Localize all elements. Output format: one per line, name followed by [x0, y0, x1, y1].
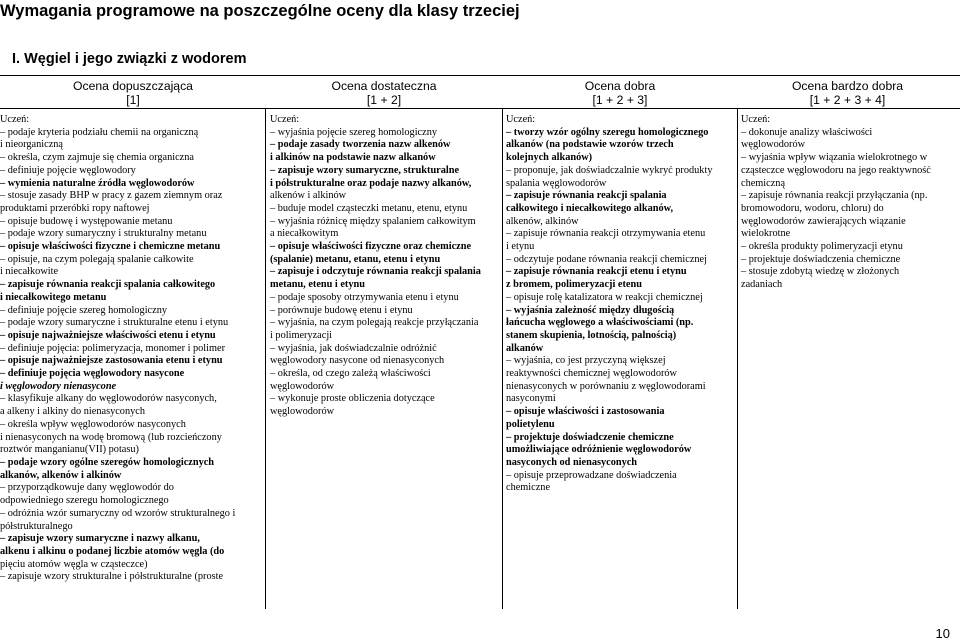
requirement-line: – wyjaśnia różnicę między spalaniem całkowitym: [270, 216, 500, 229]
column-body-dopuszczajaca: [0, 114, 264, 584]
requirement-line: – odróżnia wzór sumaryczny od wzorów strukturalnego i: [0, 508, 264, 521]
requirement-line: polietylenu: [506, 418, 555, 430]
requirement-line: pięciu atomów węgla w cząsteczce): [0, 558, 148, 570]
requirement-line: reaktywności chemicznej węglowodorów: [506, 368, 677, 380]
requirement-line: – wymienia naturalne źródła węglowodorów: [0, 178, 264, 191]
column-intro-label: Uczeń:: [270, 114, 300, 125]
requirement-line: – podaje wzory ogólne szeregów homologicznych: [0, 457, 264, 470]
requirement-line: – przyporządkowuje dany węglowodór do: [0, 482, 264, 495]
column-divider: [737, 108, 738, 609]
requirement-line: – określa produkty polimeryzacji etynu: [741, 241, 959, 254]
page-title: Wymagania programowe na poszczególne oceny dla klasy trzeciej: [0, 2, 520, 20]
requirement-line: węglowodorów: [270, 380, 335, 392]
requirement-line: – podaje kryteria podziału chemii na organiczną: [0, 127, 264, 140]
requirement-line: i niecałkowitego metanu: [0, 291, 107, 303]
column-divider: [502, 108, 503, 609]
requirement-line: umożliwiające odróżnienie węglowodorów: [506, 444, 692, 456]
requirement-line: – określa wpływ węglowodorów nasyconych: [0, 419, 264, 432]
requirement-line: – definiuje pojęcie szereg homologiczny: [0, 305, 264, 318]
requirement-line: – definiuje pojęcie węglowodory: [0, 165, 264, 178]
column-header-title: Ocena dostateczna: [331, 79, 437, 93]
requirement-line: nasyconymi: [506, 393, 556, 405]
requirement-line: – wyjaśnia, jak doświadczalnie odróżnić: [270, 343, 500, 356]
requirement-line: – wyjaśnia pojęcie szereg homologiczny: [270, 127, 500, 140]
requirement-line: i polimeryzacji: [270, 329, 333, 341]
requirement-line: całkowitego i niecałkowitego alkanów,: [506, 202, 674, 214]
column-body-dostateczna: [270, 114, 500, 419]
requirement-line: – stosuje zasady BHP w pracy z gazem ziemnym oraz: [0, 190, 264, 203]
header-separator-rule: [0, 108, 960, 109]
requirement-line: kolejnych alkanów): [506, 152, 593, 164]
requirement-line: chemiczną: [741, 177, 786, 189]
requirement-line: – zapisuje równania reakcji otrzymywania etenu: [506, 228, 736, 241]
requirement-line: – projektuje doświadczenia chemiczne: [741, 254, 959, 267]
requirement-line: i nienasyconych na wodę bromową (lub rozcieńczony: [0, 431, 222, 443]
requirement-line: – tworzy wzór ogólny szeregu homologicznego: [506, 127, 736, 140]
requirement-line: alkanów, alkenów i alkinów: [0, 469, 122, 481]
requirement-line: – opisuje właściwości i zastosowania: [506, 406, 736, 419]
requirement-line: – odczytuje podane równania reakcji chemicznej: [506, 254, 736, 267]
requirement-line: alkenów, alkinów: [506, 215, 579, 227]
column-header-grades: [1 + 2 + 3 + 4]: [809, 93, 886, 107]
requirement-line: zadaniach: [741, 279, 783, 291]
column-intro-label: Uczeń:: [0, 114, 30, 125]
column-header-grades: [1]: [126, 93, 140, 107]
requirement-line: i niecałkowite: [0, 266, 59, 278]
requirement-line: – wyjaśnia zależność między długością: [506, 305, 736, 318]
requirement-line: stanem skupienia, lotnością, palnością): [506, 329, 677, 341]
requirement-line: wielokrotne: [741, 228, 791, 240]
requirement-line: z bromem, polimeryzacji etenu: [506, 279, 642, 291]
requirement-line: półstrukturalnego: [0, 520, 73, 532]
requirement-line: a niecałkowitym: [270, 228, 339, 240]
requirement-line: cząsteczce węglowodoru na jego reaktywność: [741, 164, 931, 176]
requirement-line: i węglowodory nienasycone: [0, 380, 117, 392]
requirement-line: produktami przeróbki ropy naftowej: [0, 202, 150, 214]
requirement-line: (spalanie) metanu, etanu, etenu i etynu: [270, 253, 441, 265]
requirement-line: – wyjaśnia, co jest przyczyną większej: [506, 355, 736, 368]
requirement-line: i nieorganiczną: [0, 139, 63, 151]
requirement-line: – opisuje właściwości fizyczne i chemiczne metanu: [0, 241, 264, 254]
requirement-line: – zapisuje i odczytuje równania reakcji spalania: [270, 266, 500, 279]
requirement-line: – klasyfikuje alkany do węglowodorów nasyconych,: [0, 393, 264, 406]
requirement-line: – podaje wzory sumaryczny i strukturalny metanu: [0, 228, 264, 241]
requirement-line: – podaje sposoby otrzymywania etenu i etynu: [270, 292, 500, 305]
requirement-line: – opisuje budowę i występowanie metanu: [0, 216, 264, 229]
requirement-line: – zapisuje wzory strukturalne i półstrukturalne (proste: [0, 571, 264, 584]
requirement-line: – stosuje zdobytą wiedzę w złożonych: [741, 266, 959, 279]
requirement-line: węglowodory nasycone od nienasyconych: [270, 355, 445, 367]
column-header-dobra: [500, 79, 740, 107]
requirement-line: – zapisuje równania reakcji spalania całkowitego: [0, 279, 264, 292]
requirement-line: – dokonuje analizy właściwości: [741, 127, 959, 140]
requirement-line: i półstrukturalne oraz podaje nazwy alkanów,: [270, 177, 472, 189]
requirement-line: – projektuje doświadczenie chemiczne: [506, 432, 736, 445]
requirement-line: spalania węglowodorów: [506, 177, 607, 189]
requirement-line: nasyconych od nienasyconych: [506, 456, 638, 468]
requirement-line: – zapisuje wzory sumaryczne, strukturalne: [270, 165, 500, 178]
requirement-line: – zapisuje równania reakcji spalania: [506, 190, 736, 203]
requirement-line: metanu, etenu i etynu: [270, 279, 365, 291]
column-header-dostateczna: [265, 79, 503, 107]
column-header-grades: [1 + 2]: [366, 93, 402, 107]
requirement-line: łańcucha węglowego a właściwościami (np.: [506, 317, 694, 329]
requirement-line: – wyjaśnia wpływ wiązania wielokrotnego w: [741, 152, 959, 165]
requirement-line: węglowodorów zawierających wiązanie: [741, 215, 906, 227]
requirement-line: – porównuje budowę etenu i etynu: [270, 305, 500, 318]
requirement-line: chemiczne: [506, 482, 551, 494]
section-heading: I. Węgiel i jego związki z wodorem: [12, 51, 247, 67]
requirement-line: – określa, od czego zależą właściwości: [270, 368, 500, 381]
column-body-bardzo-dobra: [741, 114, 959, 292]
requirement-line: – proponuje, jak doświadczalnie wykryć produkty: [506, 165, 736, 178]
requirement-line: alkanów (na podstawie wzorów trzech: [506, 139, 674, 151]
requirement-line: – definiuje pojęcia: polimeryzacja, monomer i polimer: [0, 343, 264, 356]
requirement-line: bromowodoru, wodoru, chloru) do: [741, 202, 884, 214]
column-intro-label: Uczeń:: [506, 114, 536, 125]
requirement-line: – zapisuje równania reakcji przyłączania (np.: [741, 190, 959, 203]
requirement-line: – zapisuje równania reakcji etenu i etynu: [506, 266, 736, 279]
column-divider: [265, 108, 266, 609]
table-top-rule: [0, 75, 960, 76]
column-intro-label: Uczeń:: [741, 114, 771, 125]
requirement-line: i alkinów na podstawie nazw alkanów: [270, 152, 436, 164]
requirement-line: nienasyconych w porównaniu z węglowodorami: [506, 380, 706, 392]
requirement-line: – opisuje najważniejsze właściwości etenu i etynu: [0, 330, 264, 343]
requirement-line: – podaje zasady tworzenia nazw alkenów: [270, 139, 500, 152]
requirement-line: roztwór manganianu(VII) potasu): [0, 444, 139, 456]
requirement-line: – określa, czym zajmuje się chemia organiczna: [0, 152, 264, 165]
requirement-line: a alkeny i alkiny do nienasyconych: [0, 406, 145, 418]
column-header-title: Ocena dopuszczająca: [73, 79, 193, 93]
column-header-title: Ocena dobra: [584, 79, 656, 93]
requirement-line: alkanów: [506, 342, 544, 354]
column-header-dopuszczajaca: [8, 79, 258, 107]
requirement-line: – podaje wzory sumaryczne i strukturalne etenu i etynu: [0, 317, 264, 330]
requirement-line: – opisuje najważniejsze zastosowania etenu i etynu: [0, 355, 264, 368]
requirement-line: – opisuje rolę katalizatora w reakcji chemicznej: [506, 292, 736, 305]
page-number: 10: [935, 626, 950, 641]
requirement-line: alkenów i alkinów: [270, 190, 347, 202]
requirement-line: – wyjaśnia, na czym polegają reakcje przyłączania: [270, 317, 500, 330]
requirement-line: węglowodorów: [741, 139, 806, 151]
requirement-line: węglowodorów: [270, 406, 335, 418]
column-header-title: Ocena bardzo dobra: [791, 79, 904, 93]
column-header-grades: [1 + 2 + 3]: [592, 93, 648, 107]
requirement-line: i etynu: [506, 241, 535, 253]
requirement-line: alkenu i alkinu o podanej liczbie atomów węgla (do: [0, 545, 225, 557]
requirement-line: odpowiedniego szeregu homologicznego: [0, 495, 169, 507]
requirement-line: – buduje model cząsteczki metanu, etenu, etynu: [270, 203, 500, 216]
requirement-line: – opisuje przeprowadzane doświadczenia: [506, 470, 736, 483]
requirement-line: – wykonuje proste obliczenia dotyczące: [270, 393, 500, 406]
requirement-line: – zapisuje wzory sumaryczne i nazwy alkanu,: [0, 533, 264, 546]
column-header-bardzo-dobra: [735, 79, 960, 107]
requirement-line: – opisuje, na czym polegają spalanie całkowite: [0, 254, 264, 267]
column-body-dobra: [506, 114, 736, 495]
requirement-line: – definiuje pojęcia węglowodory nasycone: [0, 368, 264, 381]
requirement-line: – opisuje właściwości fizyczne oraz chemiczne: [270, 241, 500, 254]
